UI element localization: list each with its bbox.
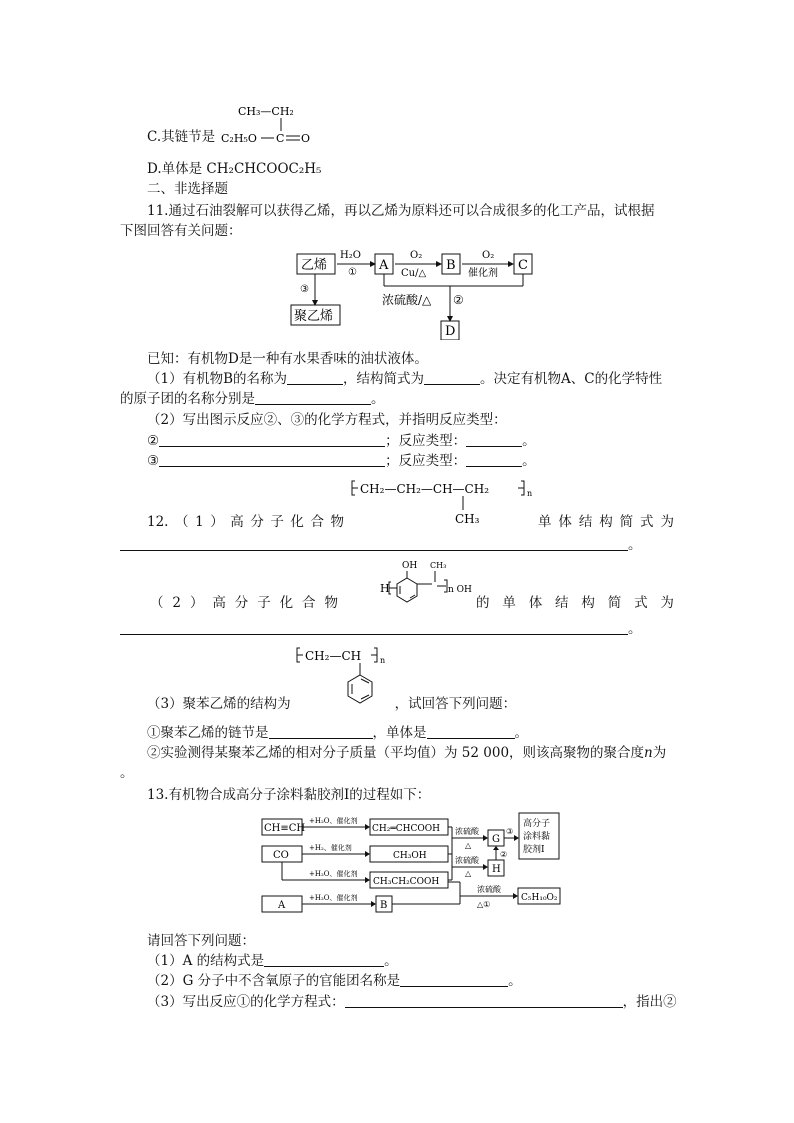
answer-blank-type2[interactable] [466, 432, 522, 447]
polymer1-n: n [527, 489, 533, 498]
q13-part2: （2）G 分子中不含氧原子的官能团名称是 。 [147, 973, 522, 989]
node-g: G [492, 834, 500, 845]
node-b: B [380, 900, 388, 911]
answer-blank-groups[interactable] [255, 390, 371, 405]
option-c-oxygen: O [301, 132, 311, 145]
node-c: C [518, 258, 528, 273]
option-c-top: CH₃—CH₂ [238, 105, 294, 118]
polymer2-n-oh: n OH [448, 585, 472, 595]
q12-sub2-end: 。 [120, 765, 134, 781]
q12-polymer2-structure [380, 556, 480, 614]
q12-part1-left: 12. （ 1 ） 高 分 子 化 合 物 [147, 514, 344, 530]
label-step3: ③ [300, 284, 309, 295]
node-h: H [492, 864, 501, 875]
label-h2o: H₂O [340, 250, 361, 261]
q12-part1-right: 单 体 结 构 简 式 为 [538, 514, 674, 530]
q11-flow-diagram [290, 246, 540, 340]
option-c-text: C.其链节是 [147, 129, 216, 145]
polymer2-hydroxyl: OH [402, 561, 418, 571]
q12-sub2: ②实验测得某聚苯乙烯的相对分子质量（平均值）为 52 000，则该高聚物的聚合度n为 [147, 745, 667, 761]
label-heat-mid: △ [465, 869, 472, 878]
answer-blank-repeat-unit[interactable] [269, 724, 373, 739]
answer-blank-type3[interactable] [466, 452, 522, 467]
q12-polymer1-structure [350, 474, 540, 526]
label-r1: +H₂O、催化剂 [309, 817, 358, 825]
q13-synthesis-diagram [255, 810, 565, 920]
q12-part1-answer-line: 。 [120, 536, 642, 554]
label-heat-top: △ [465, 841, 472, 850]
node-ethylene: 乙烯 [301, 258, 328, 273]
label-conc-sulfuric-top: 浓硫酸 [455, 827, 479, 836]
q11-part2: （2）写出图示反应②、③的化学方程式，并指明反应类型： [147, 412, 507, 428]
q11-reaction2-line: ② ；反应类型： 。 [147, 433, 536, 449]
node-ester-product: C₅H₁₀O₂ [521, 893, 558, 903]
node-acrylic-acid: CH₂═CHCOOH [372, 824, 440, 834]
label-o2-second: O₂ [482, 250, 495, 261]
node-b: B [446, 258, 456, 273]
answer-blank-equation2[interactable] [159, 432, 385, 447]
polymer2-methyl: CH₃ [430, 561, 447, 570]
polymer-line2: 涂料黏 [523, 832, 551, 842]
node-a: A [278, 900, 286, 911]
polymer-line3: 胶剂Ⅰ [523, 845, 545, 855]
label-conc-sulfuric-mid: 浓硫酸 [455, 856, 479, 865]
answer-blank-monomer2[interactable] [120, 620, 628, 635]
answer-blank-g-group[interactable] [400, 972, 508, 987]
node-d: D [445, 324, 456, 339]
label-step3: ③ [506, 827, 514, 836]
label-r2: +H₂、催化剂 [309, 844, 352, 852]
polymer-line1: 高分子 [523, 819, 551, 829]
label-o2-first: O₂ [410, 250, 423, 261]
node-acetylene: CH≡CH [264, 823, 306, 834]
label-step1: △① [477, 900, 491, 909]
q13-stem: 13.有机物合成高分子涂料黏胶剂Ⅰ的过程如下： [147, 787, 431, 803]
label-step2: ② [453, 293, 464, 307]
label-cu-heat: Cu/△ [401, 268, 427, 279]
q11-known: 已知：有机物D是一种有水果香味的油状液体。 [147, 351, 428, 367]
node-methanol: CH₃OH [393, 851, 427, 861]
answer-blank-b-name[interactable] [287, 370, 343, 385]
node-polyethylene: 聚乙烯 [294, 309, 334, 324]
polymer2-h: H [380, 582, 390, 595]
answer-blank-styrene-monomer[interactable] [427, 724, 515, 739]
q11-stem-line2: 下图回答有关问题： [120, 223, 242, 239]
label-r4: +H₂O、催化剂 [309, 894, 358, 902]
q11-part1-line1: （1）有机物B的名称为 ，结构简式为 。决定有机物A、C的化学特性 [147, 371, 663, 387]
q11-part1-line2: 的原子团的名称分别是 。 [120, 391, 385, 407]
label-catalyst: 催化剂 [468, 268, 498, 279]
q13-part3: （3）写出反应①的化学方程式： ，指出② [147, 994, 677, 1010]
polystyrene-backbone: CH₂—CH [305, 649, 362, 663]
answer-blank-equation1[interactable] [345, 993, 623, 1008]
node-a: A [379, 258, 389, 273]
q11-stem-line1: 11.通过石油裂解可以获得乙烯，再以乙烯为原料还可以合成很多的化工产品，试根据 [147, 203, 655, 219]
q12-part2-answer-line: 。 [120, 620, 642, 638]
label-step1: ① [348, 267, 357, 278]
label-conc-sulfuric-bottom: 浓硫酸 [477, 885, 501, 894]
answer-blank-monomer1[interactable] [120, 536, 628, 551]
option-c-carbon: C [276, 132, 285, 145]
q13-part1: （1）A 的结构式是 。 [147, 953, 398, 969]
polymer1-backbone: CH₂—CH₂—CH—CH₂ [360, 482, 490, 496]
q13-prompt: 请回答下列问题： [147, 933, 255, 949]
option-c-bottom-left: C₂H₅O [221, 132, 257, 145]
q12-part3: （3）聚苯乙烯的结构为 ，试回答下列问题： [147, 696, 517, 712]
option-c-structure [215, 100, 325, 152]
q12-part2-right: 的 单 体 结 构 简 式 为 [476, 595, 674, 611]
option-d: D.单体是 CH₂CHCOOC₂H₅ [147, 161, 322, 177]
q12-sub1: ①聚苯乙烯的链节是 ，单体是 。 [147, 725, 528, 741]
q12-part2-left: （ 2 ） 高 分 子 化 合 物 [150, 595, 338, 611]
polymer1-methyl: CH₃ [455, 512, 480, 526]
label-r3: +H₂O、催化剂 [309, 870, 358, 878]
answer-blank-b-formula[interactable] [424, 370, 480, 385]
answer-blank-equation3[interactable] [159, 452, 385, 467]
label-step2: ② [500, 850, 508, 859]
polystyrene-n: n [380, 656, 386, 665]
node-co: CO [273, 850, 289, 861]
answer-blank-a-structure[interactable] [264, 952, 384, 967]
node-propanoic-acid: CH₃CH₂COOH [373, 877, 440, 887]
label-conc-sulfuric: 浓硫酸/△ [382, 293, 432, 307]
q11-reaction3-line: ③ ；反应类型： 。 [147, 453, 536, 469]
section-heading: 二、非选择题 [147, 181, 228, 197]
